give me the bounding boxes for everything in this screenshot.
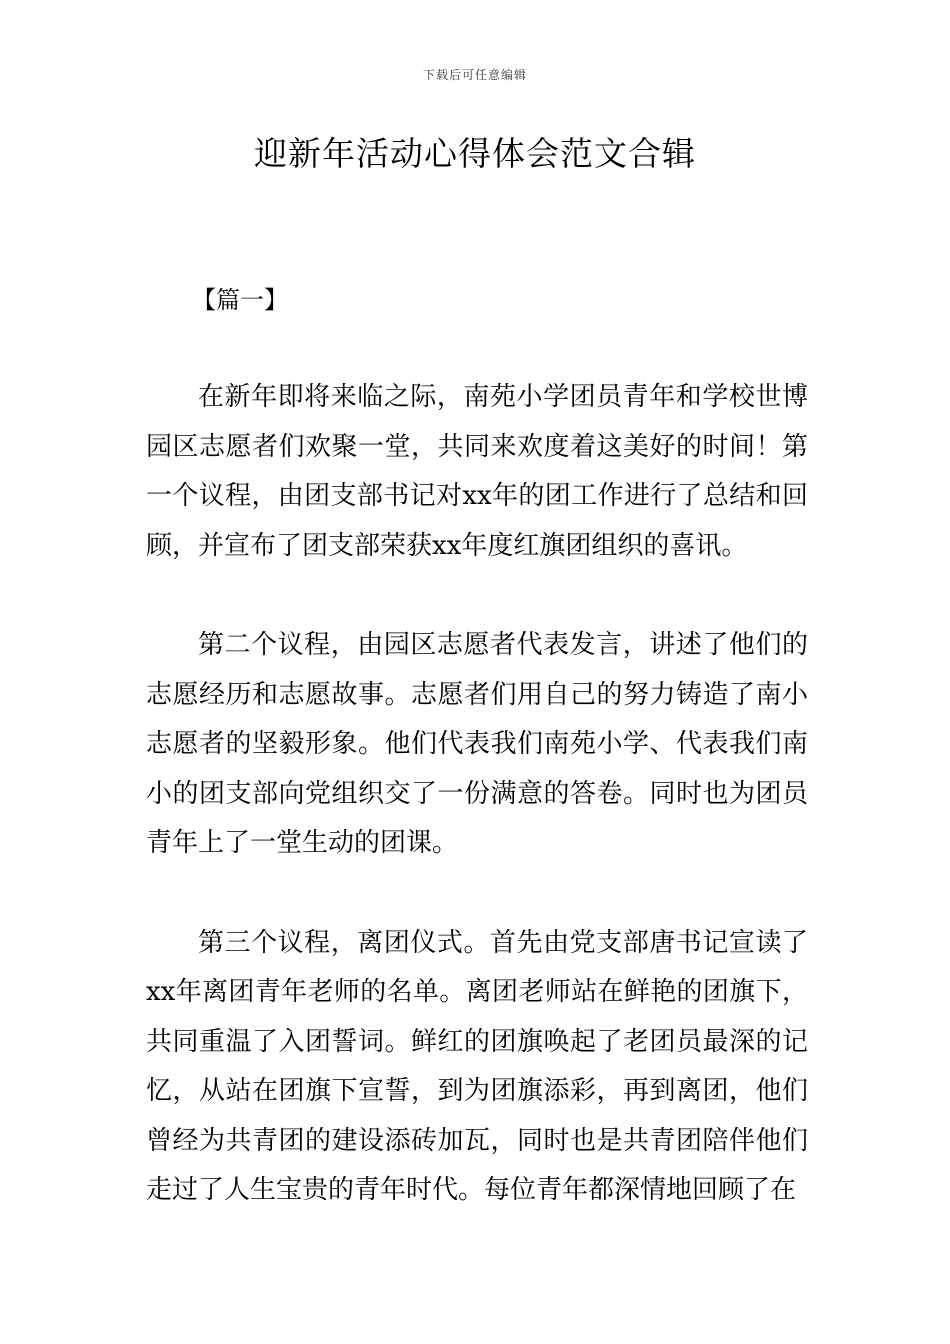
document-title: 迎新年活动心得体会范文合辑: [254, 134, 696, 173]
paragraph-2: 第二个议程，由园区志愿者代表发言，讲述了他们的志愿经历和志愿故事。志愿者们用自己的努力铸造了南小志愿者的坚毅形象。他们代表我们南苑小学、代表我们南小的团支部向党组织交了一份满意的答卷。同时也为团员青年上了一堂生动的团课。: [146, 630, 808, 858]
paragraph-3: 第三个议程，离团仪式。首先由党支部唐书记宣读了xx年离团青年老师的名单。离团老师站在鲜艳的团旗下，共同重温了入团誓词。鲜红的团旗唤起了老团员最深的记忆，从站在团旗下宣誓，到为团旗添彩，再到离团，他们曾经为共青团的建设添砖加瓦，同时也是共青团陪伴他们走过了人生宝贵的青年时代。每位青年都深情地回顾了在: [146, 927, 808, 1205]
section-heading: 【篇一】: [192, 286, 288, 314]
document-body: [146, 373, 808, 1266]
paragraph-1: 在新年即将来临之际，南苑小学团员青年和学校世博园区志愿者们欢聚一堂，共同来欢度着这美好的时间！第一个议程，由团支部书记对xx年的团工作进行了总结和回顾，并宣布了团支部荣获xx年度红旗团组织的喜讯。: [146, 382, 808, 561]
header-note: 下载后可任意编辑: [422, 68, 527, 82]
